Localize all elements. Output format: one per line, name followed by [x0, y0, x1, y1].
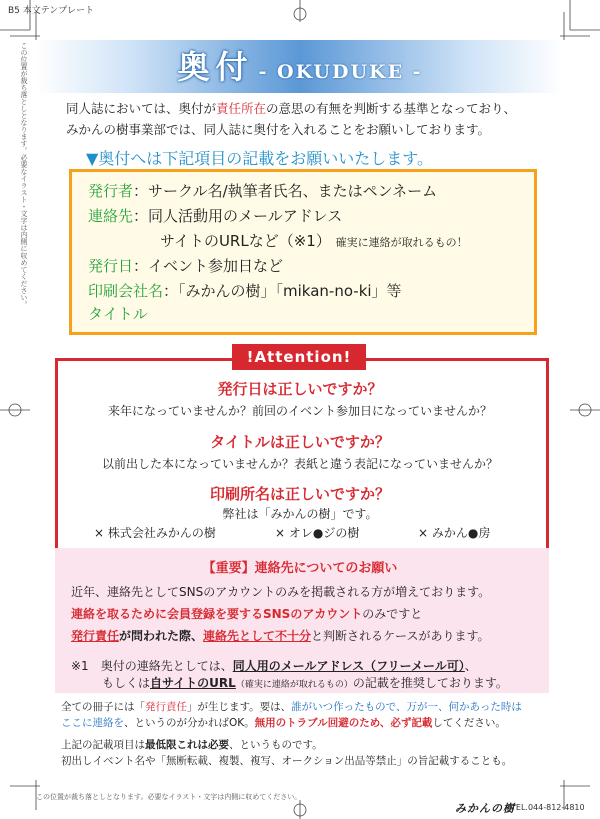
title-sub: - OKUDUKE -	[258, 61, 423, 83]
important-text: ※1 奥付の連絡先としては、	[71, 659, 233, 673]
item-key: 発行日	[88, 257, 134, 275]
important-title: 【重要】連絡先についてのお願い	[202, 561, 398, 576]
bottom-text: 全ての冊子には「	[61, 701, 145, 713]
attention-label: !Attention!	[232, 344, 366, 370]
question-printer: 印刷所名は正しいですか？	[209, 485, 390, 503]
intro-text: みかんの樹事業部では、同人誌に奥付を入れることをお願いしております。	[66, 122, 491, 137]
trim-note-footer: この位置が裁ち落としとなります。必要なイラスト・文字は内側に収めてください。	[36, 793, 302, 801]
important-text: 、	[464, 659, 477, 673]
important-underlined: 自サイトのURL	[150, 676, 236, 690]
item-key: 発行者	[88, 182, 134, 200]
template-label: B5 本文テンプレート	[8, 6, 94, 16]
bottom-line-2	[61, 716, 506, 731]
page-title	[0, 42, 600, 88]
intro-highlight: 責任所在	[216, 101, 267, 116]
brand-logo: みかんの樹	[455, 802, 515, 815]
important-small: （確実に連絡が取れるもの）	[235, 680, 353, 690]
wrong-name-2: × オレ●ジの樹	[275, 526, 360, 540]
item-contact-url	[160, 231, 468, 253]
item-printer	[88, 281, 402, 301]
item-key: 連絡先	[88, 207, 134, 225]
question-date: 発行日は正しいですか？	[217, 380, 383, 398]
item-note: 確実に連絡が取れるもの！	[335, 236, 468, 249]
item-value: ：イベント参加日など	[133, 257, 284, 275]
item-contact	[88, 206, 342, 226]
bottom-text: 、というのが分かればOK。	[124, 717, 255, 729]
bottom-highlight: 無用のトラブル回避のため、必ず記載	[254, 717, 433, 729]
important-line-2	[71, 603, 422, 625]
title-main: 奥付	[177, 48, 254, 86]
trim-note-vertical: この位置が裁ち落としとなります。必要なイラスト・文字は内側に収めてください。	[20, 42, 28, 308]
item-title	[88, 304, 148, 324]
bottom-blue: 誰がいつ作ったもので、万が一、何かあった時は	[291, 701, 522, 713]
important-underlined: 同人用のメールアドレス（フリーメール可）	[232, 659, 465, 673]
wrong-name-3: × みかん●房	[418, 526, 491, 540]
bottom-text: 、というものです。	[229, 739, 323, 751]
bottom-text: 上記の記載項目は	[61, 739, 145, 751]
important-text: のみですと	[362, 607, 423, 621]
important-text: もしくは	[102, 676, 151, 690]
wrong-name-1: × 株式会社みかんの樹	[94, 526, 216, 540]
important-note-2	[102, 672, 508, 696]
important-highlight: 連絡先として不十分	[203, 629, 312, 643]
important-text: が問われた際、	[119, 629, 204, 643]
request-heading: ▼奥付へは下記項目の記載をお願いいたします。	[86, 149, 434, 168]
bottom-text: してください。	[432, 717, 506, 729]
item-value: サイトのURLなど（※1）	[160, 232, 331, 250]
intro-text: 同人誌においては、奥付が	[66, 101, 217, 116]
item-key: 印刷会社名	[88, 282, 164, 300]
bottom-blue: ここに連絡を	[61, 717, 124, 729]
important-highlight: 連絡を取るために会員登録を要するSNSのアカウント	[71, 607, 363, 621]
important-text: の記載を推奨しております。	[352, 676, 508, 690]
bottom-line-1	[61, 700, 522, 715]
item-publisher	[88, 181, 437, 201]
important-line-3	[71, 625, 490, 647]
bottom-line-3	[61, 738, 323, 753]
item-value: ：同人活動用のメールアドレス	[133, 207, 343, 225]
intro-text: の意思の有無を判断する基準となっており、	[266, 101, 517, 116]
bottom-text: 」が生じます。要は、	[187, 701, 292, 713]
detail-date: 来年になっていませんか？前回のイベント参加日になっていませんか？	[107, 404, 492, 418]
intro-paragraph	[66, 98, 566, 140]
detail-printer: 弊社は「みかんの樹」です。	[222, 507, 378, 521]
bottom-bold: 最低限これは必要	[145, 739, 229, 751]
important-line-1: 近年、連絡先としてSNSのアカウントのみを掲載される方が増えております。	[71, 585, 491, 599]
item-value: ：「みかんの樹」「mikan-no-ki」等	[163, 282, 402, 300]
detail-title: 以前出した本になっていませんか？表紙と違う表記になっていませんか？	[101, 457, 498, 471]
item-value: ：サークル名/執筆者氏名、またはペンネーム	[133, 182, 438, 200]
important-text: と判断されるケースがあります。	[311, 629, 490, 643]
bottom-line-4: 初出しイベント名や「無断転載、複製、複写、オークション出品等禁止」の旨記載することも。	[61, 755, 513, 767]
important-highlight: 発行責任	[71, 629, 120, 643]
bottom-highlight: 発行責任	[145, 701, 187, 713]
question-title: タイトルは正しいですか？	[210, 433, 390, 451]
item-key: タイトル	[88, 305, 148, 323]
item-date	[88, 256, 283, 276]
phone-number: TEL.044-812-4810	[511, 803, 585, 812]
